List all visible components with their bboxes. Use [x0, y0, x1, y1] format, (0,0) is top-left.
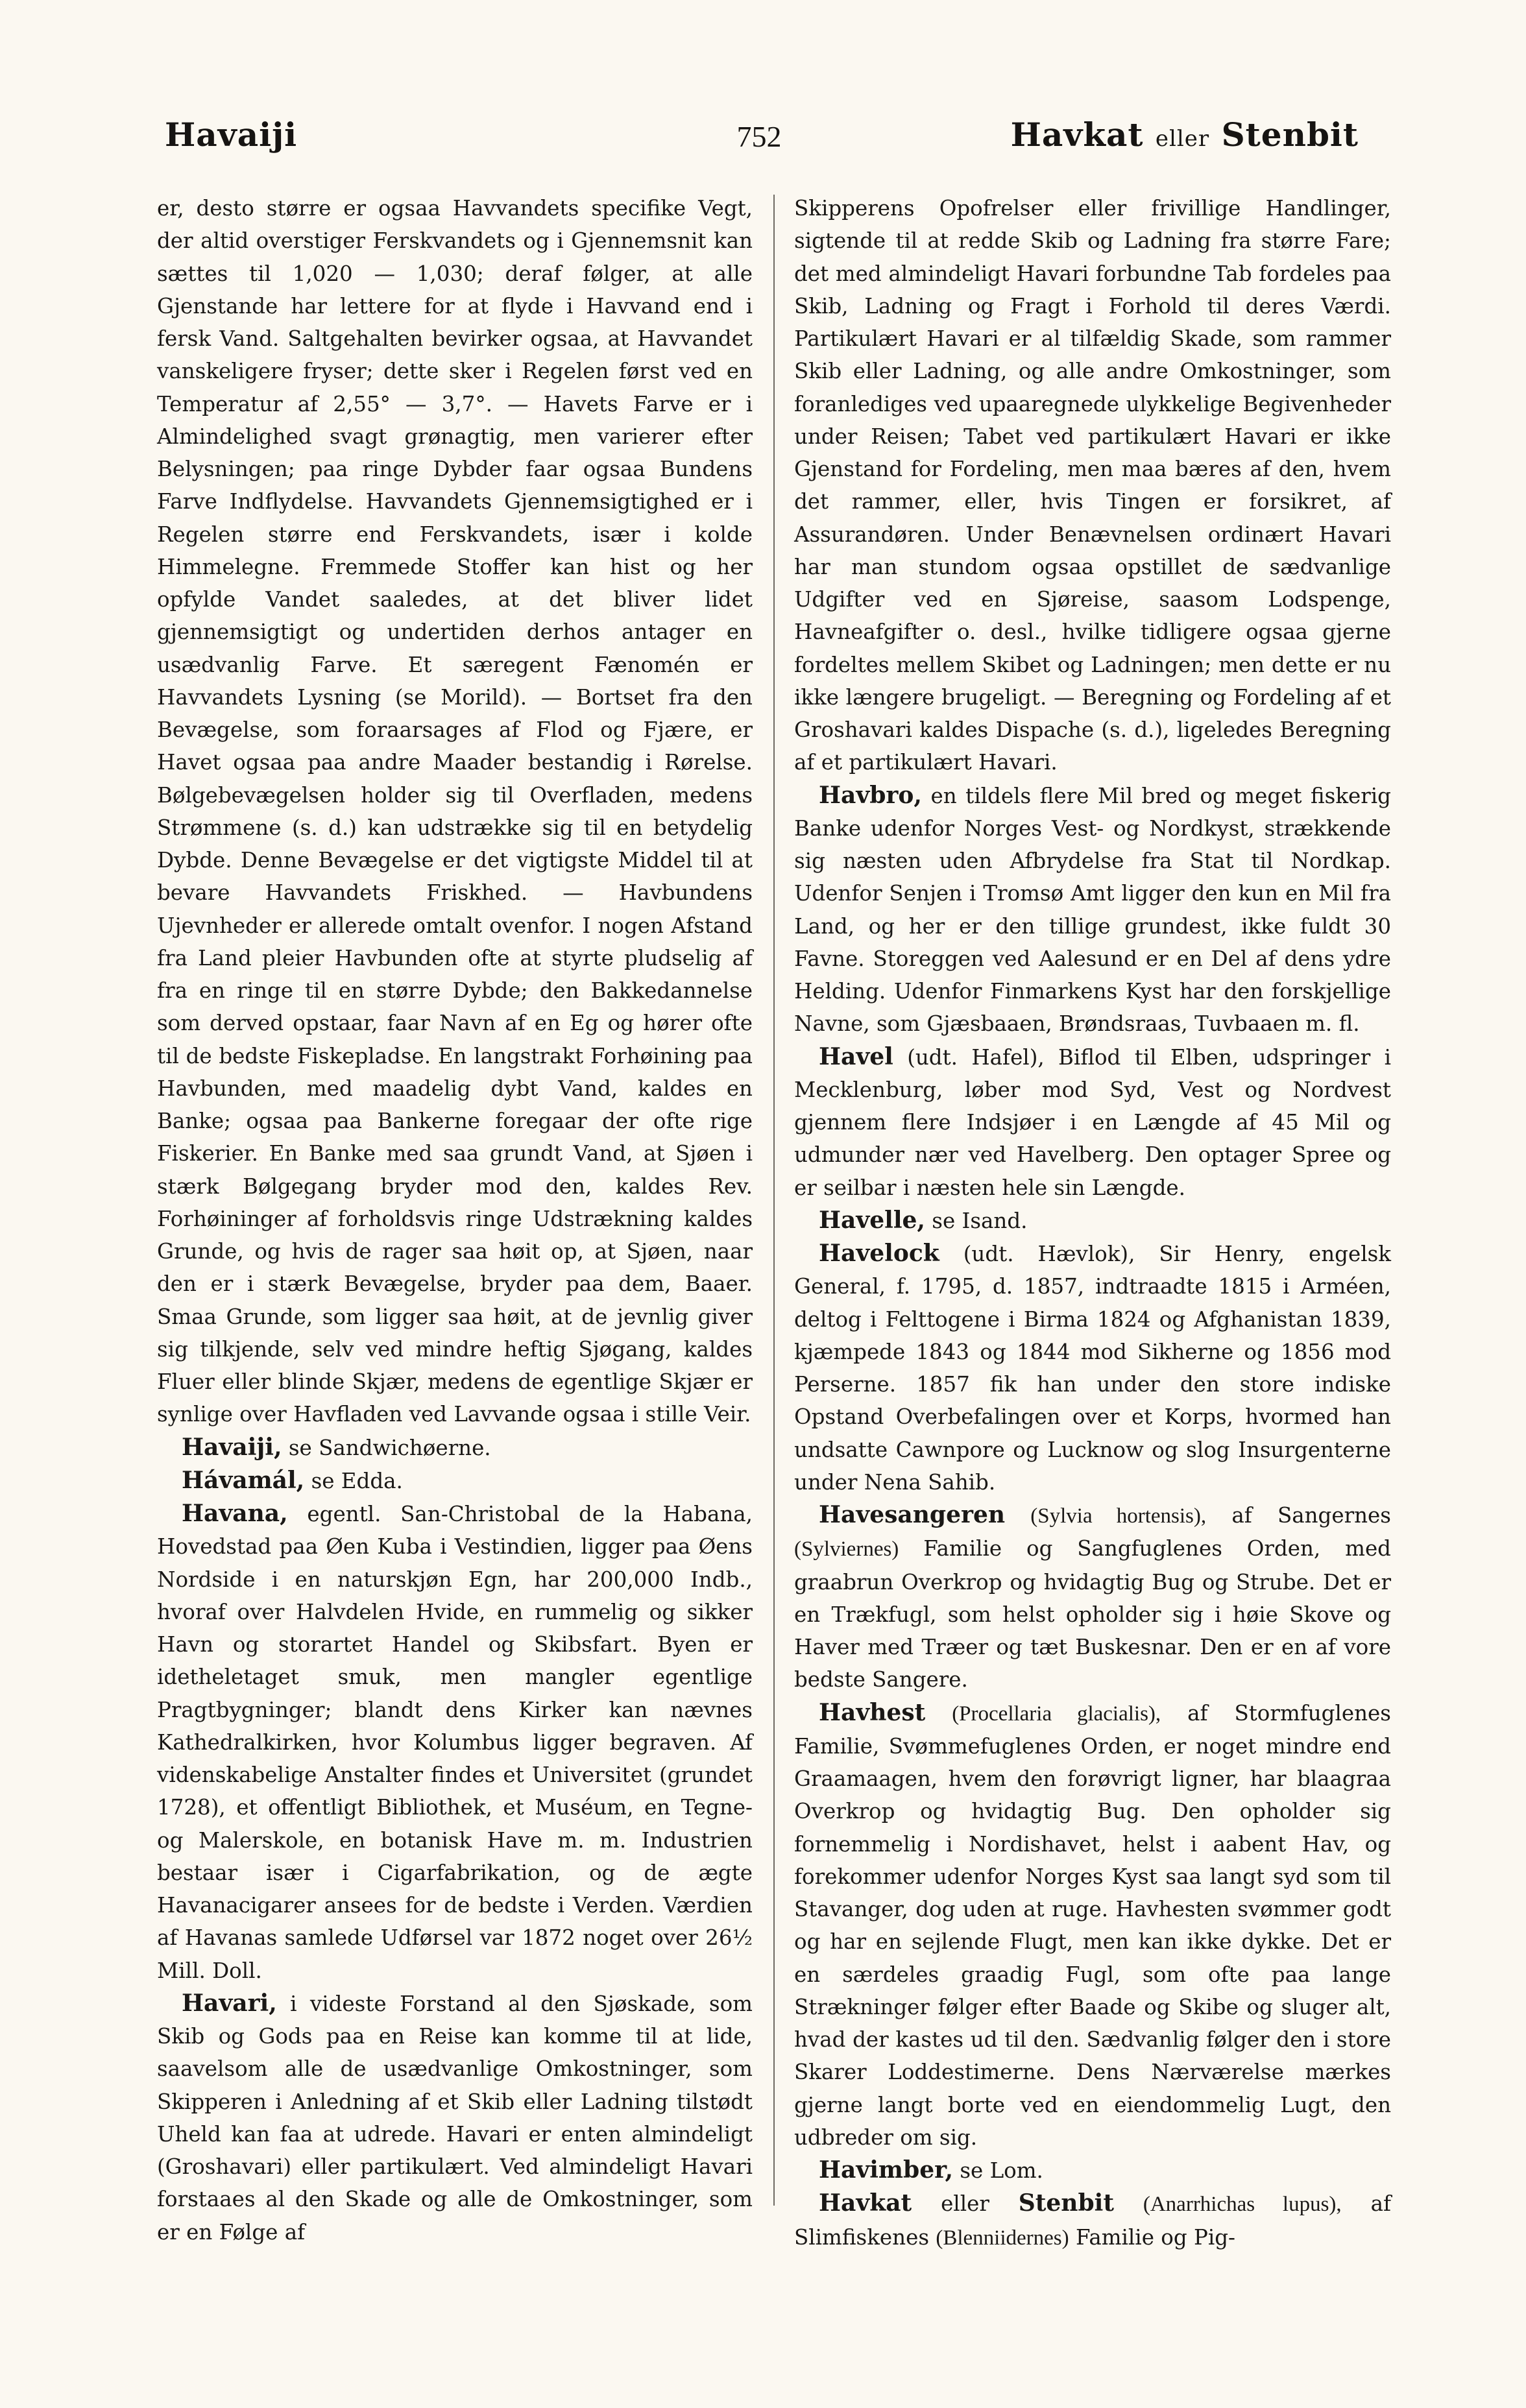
entry-text: af Stormfuglenes Familie, Svømmefuglenes Orden, er noget mindre end Graamaagen, hvem den forøvrigt ligner, har blaagraa Overkrop og hvidagtig Bug. Den opholder sig fornemmelig i Nordishavet, helst i aabent Hav, og forekommer udenfor Norges Kyst saa langt syd som til Stavanger, dog uden at ruge. Havhesten svømmer godt og har en sejlende Flugt, men kan ikke dykke. Det er en særdeles graadig Fugl, som ofte paa lange Strækninger følger efter Baade og Skibe og sluger alt, hvad der kastes ud til den. Sædvanlig følger den i store Skarer Loddestimerne. Dens Nærværelse mærkes gjerne langt borte ved en eiendommelig Lugt, den udbreder om sig.	[794, 1700, 1391, 2150]
entry-havamal	[157, 1464, 753, 1497]
entry-headword: Havari,	[182, 1989, 277, 2017]
entry-text: se Isand.	[932, 1208, 1028, 1233]
entry-latin-name: (Procellaria glacialis),	[952, 1702, 1161, 1726]
entry-text: se Lom.	[960, 2158, 1043, 2183]
continued-paragraph: Skipperens Opofrelser eller frivillige Handlinger, sigtende til at redde Skib og Ladning fra større Fare; det med almindeligt Havari forbundne Tab fordeles paa Skib, Ladning og Fragt i Forhold til deres Værdi. Partikulært Havari er al tilfældig Skade, som rammer Skib eller Ladning, og alle andre Omkostninger, som foranlediges ved upaaregnede ulykkelige Begivenheder under Reisen; Tabet ved partikulært Havari er ikke Gjenstand for Fordeling, men maa bæres af den, hvem det rammer, eller, hvis Tingen er forsikret, af Assurandøren. Under Benævnelsen ordinært Havari har man stundom ogsaa opstillet de sædvanlige Udgifter ved en Sjøreise, saasom Lodspenge, Havneafgifter o. desl., hvilke tidligere ogsaa gjerne fordeltes mellem Skibet og Ladningen; men dette er nu ikke længere brugeligt. — Beregning og Fordeling af et Groshavari kaldes Dispache (s. d.), ligeledes Beregning af et partikulært Havari.	[794, 196, 1391, 775]
left-column	[157, 192, 753, 2248]
entry-text: af Sangernes	[1231, 1503, 1391, 1528]
header-right-title-part1: Havkat	[1010, 115, 1144, 154]
header-right-title	[1011, 115, 1359, 154]
entry-headword: Hávamál,	[182, 1466, 305, 1494]
entry-text: (udt. Hævlok), Sir Henry, engelsk General, f. 1795, d. 1857, indtraadte 1815 i Arméen, deltog i Felttogene i Birma 1824 og Afghanistan 1839, kjæmpede 1843 og 1844 mod Sikherne og 1856 mod Perserne. 1857 fik han under den store indiske Opstand Overbefalingen over et Korps, hvormed han undsatte Cawnpore og Lucknow og slog Insurgenterne under Nena Sahib.	[794, 1242, 1391, 1495]
entry-latin-family: (Sylviernes)	[794, 1537, 899, 1561]
entry-headword: Havhest	[819, 1698, 926, 1726]
right-column	[794, 192, 1391, 2254]
entry-text: se Edda.	[311, 1468, 403, 1493]
entry-connector: eller	[941, 2191, 989, 2217]
entry-headword: Havbro,	[819, 781, 922, 809]
header-right-title-part2: Stenbit	[1221, 115, 1359, 154]
entry-headword: Havana,	[182, 1500, 288, 1527]
entry-text-continued: Familie og Sangfuglenes Orden, med graabrun Overkrop og hvidagtig Bug og Strube. Det er en Trækfugl, som helst opholder sig i høie Skove og Haver med Træer og tæt Buskesnar. Den er en af vore bedste Sangere.	[794, 1536, 1391, 1692]
entry-headword-alt: Stenbit	[1018, 2189, 1114, 2217]
page-number: 752	[736, 120, 782, 153]
entry-havaiji	[157, 1431, 753, 1464]
entry-havana	[157, 1497, 753, 1987]
entry-headword: Havelock	[819, 1240, 939, 1267]
entry-havimber	[794, 2154, 1391, 2187]
column-divider	[773, 195, 775, 2206]
continued-paragraph: er, desto større er ogsaa Havvandets specifike Vegt, der altid overstiger Ferskvandets og i Gjennemsnit kan sættes til 1,020 — 1,030; deraf følger, at alle Gjenstande har lettere for at flyde i Havvand end i fersk Vand. Saltgehalten bevirker ogsaa, at Havvandet vanskeligere fryser; dette sker i Regelen først ved en Temperatur af 2,55° — 3,7°. — Havets Farve er i Almindelighed svagt grønagtig, men varierer efter Belysningen; paa ringe Dybder faar ogsaa Bundens Farve Indflydelse. Havvandets Gjennemsigtighed er i Regelen større end Ferskvandets, især i kolde Himmelegne. Fremmede Stoffer kan hist og her opfylde Vandet saaledes, at det bliver lidet gjennemsigtigt og undertiden derhos antager en usædvanlig Farve. Et særegent Fænomén er Havvandets Lysning (se Morild). — Bortset fra den Bevægelse, som foraarsages af Flod og Fjære, er Havet ogsaa paa andre Maader bestandig i Rørelse. Bølgebevægelsen holder sig til Overfladen, medens Strømmene (s. d.) kan udstrække sig til en betydelig Dybde. Denne Bevægelse er det vigtigste Middel til at bevare Havvandets Friskhed. — Havbundens Ujevnheder er allerede omtalt ovenfor. I nogen Afstand fra Land pleier Havbunden ofte at styrte pludselig af fra en ringe til en større Dybde; den Bakkedannelse som derved opstaar, faar Navn af en Eg og hører ofte til de bedste Fiskepladse. En langstrakt Forhøining paa Havbunden, med maadelig dybt Vand, kaldes en Banke; ogsaa paa Bankerne foregaar der ofte rige Fiskerier. En Banke med saa grundt Vand, at Sjøen i stærk Bølgegang bryder mod den, kaldes Rev. Forhøininger af forholdsvis ringe Udstrækning kaldes Grunde, og hvis de rager saa høit op, at Sjøen, naar den er i stærk Bevægelse, bryder paa dem, Baaer. Smaa Grunde, som ligger saa høit, at de jevnlig giver sig tilkjende, selv ved mindre heftig Sjøgang, kaldes Fluer eller blinde Skjær, medens de egentlige Skjær er synlige over Havfladen ved Lavvande ogsaa i stille Veir.	[157, 196, 753, 1427]
entry-havel	[794, 1041, 1391, 1204]
entry-havelock	[794, 1237, 1391, 1499]
header-right-title-connector: eller	[1155, 126, 1210, 152]
entry-headword: Havel	[819, 1042, 893, 1070]
entry-headword: Havesangeren	[819, 1501, 1006, 1528]
entry-text: (udt. Hafel), Biflod til Elben, udspringer i Mecklenburg, løber mod Syd, Vest og Nordvest gjennem flere Indsjøer i en Længde af 45 Mil og udmunder nær ved Havelberg. Den optager Spree og er seilbar i næsten hele sin Længde.	[794, 1044, 1391, 1200]
entry-havkat	[794, 2187, 1391, 2254]
entry-headword: Havimber,	[819, 2156, 953, 2184]
entry-text-continued: Familie og Pig-	[1075, 2224, 1236, 2250]
entry-headword: Havkat	[819, 2189, 912, 2217]
entry-havesangeren	[794, 1499, 1391, 1696]
entry-text: se Sandwichøerne.	[288, 1435, 491, 1460]
entry-havbro	[794, 779, 1391, 1041]
entry-headword: Havaiji,	[182, 1433, 282, 1461]
entry-havari	[157, 1987, 753, 2248]
entry-text: af Slimfiskenes	[794, 2191, 1391, 2250]
entry-havelle	[794, 1204, 1391, 1237]
entry-latin-name: (Sylvia hortensis),	[1030, 1504, 1207, 1528]
entry-havhest	[794, 1696, 1391, 2154]
entry-latin-family: (Blenniidernes)	[936, 2226, 1069, 2250]
entry-text: egentl. San-Christobal de la Habana, Hovedstad paa Øen Kuba i Vestindien, ligger paa Øens Nordside i en naturskjøn Egn, har 200,000 Indb., hvoraf over Halvdelen Hvide, en rummelig og sikker Havn og storartet Handel og Skibsfart. Byen er idetheletaget smuk, men mangler egentlige Pragtbygninger; blandt dens Kirker kan nævnes Kathedralkirken, hvor Kolumbus ligger begraven. Af videnskabelige Anstalter findes et Universitet (grundet 1728), et offentligt Bibliothek, et Muséum, en Tegne- og Malerskole, en botanisk Have m. m. Industrien bestaar især i Cigarfabrikation, og de ægte Havanacigarer ansees for de bedste i Verden. Værdien af Havanas samlede Udførsel var 1872 noget over 26½ Mill. Doll.	[157, 1502, 753, 1983]
header-left-title: Havaiji	[165, 115, 298, 154]
entry-text: en tildels flere Mil bred og meget fiskerig Banke udenfor Norges Vest- og Nordkyst, strækkende sig næsten uden Afbrydelse fra Stat til Nordkap. Udenfor Senjen i Tromsø Amt ligger den kun en Mil fra Land, og her er den tillige grundest, ikke fuldt 30 Favne. Storeggen ved Aalesund er en Del af dens ydre Helding. Udenfor Finmarkens Kyst har den forskjellige Navne, som Gjæsbaaen, Brøndsraas, Tuvbaaen m. fl.	[794, 783, 1391, 1037]
entry-text: i videste Forstand al den Sjøskade, som Skib og Gods paa en Reise kan komme til at lide, saavelsom alle de usædvanlige Omkostninger, som Skipperen i Anledning af et Skib eller Ladning tilstødt Uheld kan faa at udrede. Havari er enten almindeligt (Groshavari) eller partikulært. Ved almindeligt Havari forstaaes al den Skade og alle de Omkostninger, som er en Følge af	[157, 1991, 753, 2245]
entry-latin-name: (Anarrhichas lupus),	[1143, 2193, 1342, 2217]
entry-headword: Havelle,	[819, 1206, 925, 1234]
page-header	[157, 115, 1361, 162]
